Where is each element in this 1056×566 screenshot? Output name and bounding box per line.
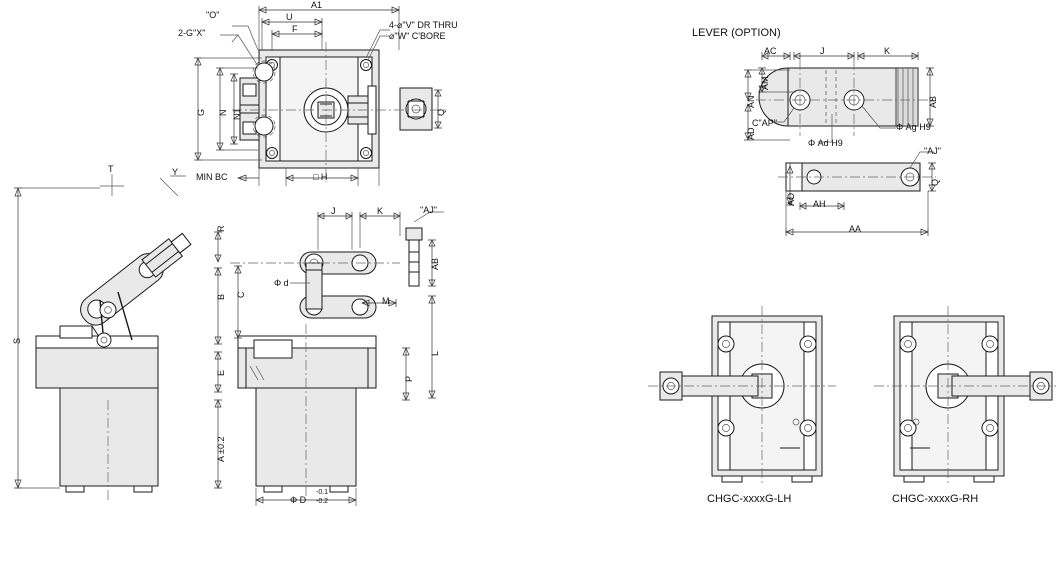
label-n: N [218,109,228,116]
label-phi-D-tol-upper: -0.1 [316,489,329,496]
label-aj-front: "AJ" [420,205,437,215]
label-l: L [430,350,440,356]
label-dr-thru: 4-⌀"V" DR THRU [389,20,458,30]
label-a1: A1 [311,0,323,10]
label-t: T [108,164,114,174]
side-view-geometry [14,174,193,500]
label-a-tol: A ±0.2 [216,436,226,462]
variant-lh-geometry [648,306,836,486]
label-phi-d-small: Φ d [274,278,289,288]
label-k-front: K [377,206,384,216]
label-an: AN [746,95,756,108]
label-ab-front: AB [430,257,440,270]
label-o: "O" [206,10,220,20]
label-ab-lever: AB [928,95,938,108]
front-view-geometry [214,212,444,506]
label-s: S [12,337,22,344]
caption-variant-rh: CHGC-xxxxG-RH [892,493,979,505]
label-aa: AA [849,224,862,234]
label-square-h: □ H [313,172,328,182]
label-q-top: Q [436,108,446,116]
label-cbore: ⌀"W" C'BORE [389,31,446,41]
caption-variant-lh: CHGC-xxxxG-LH [707,493,792,505]
label-ac: AC [764,46,777,56]
label-min-bc: MIN BC [196,172,228,182]
label-ao: AO [786,192,796,206]
lever-option-title: LEVER (OPTION) [692,27,781,39]
label-e: E [216,369,226,376]
label-j-front: J [331,206,336,216]
label-u: U [286,12,293,22]
label-ah: AH [813,199,826,209]
label-k-lever: K [884,46,891,56]
label-r: R [216,225,226,232]
label-y: Y [172,167,179,177]
label-c: C [236,291,246,298]
label-2-g-x: 2-G"X" [178,28,206,38]
label-phi-D: Φ D [290,495,307,505]
label-b: B [216,293,226,300]
label-aj-lever: "AJ" [924,146,941,156]
label-phi-D-tol-lower: -0.2 [316,498,329,505]
label-p: P [404,375,414,382]
label-q-lever: Q [930,178,940,186]
label-phi-ag-h9: Φ Ag H9 [896,122,931,132]
label-g: G [196,108,206,116]
label-m: M [382,296,390,306]
label-ad: AD [746,127,756,140]
variant-rh-geometry [874,306,1056,486]
label-phi-ad-h9: Φ Ad H9 [808,138,843,148]
label-n1: N1 [232,108,242,120]
label-c-ap: C"AP" [752,118,777,128]
label-am: AM [760,76,770,90]
label-j-lever: J [820,46,825,56]
label-f: F [292,24,298,34]
